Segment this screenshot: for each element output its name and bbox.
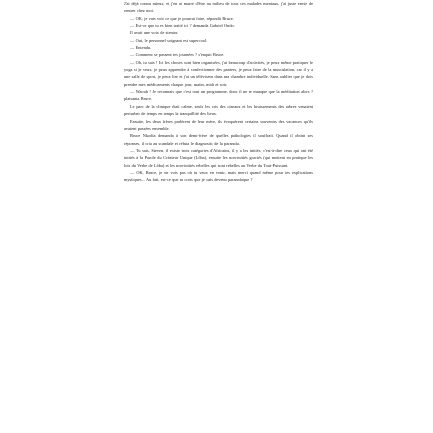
paragraph: — Waouh ! Je reconnais que c'est tout un programme, donc il ne te manque que la méditation alors ? plaisanta Bruce. (124, 89, 313, 102)
paragraph: J'ai déjà connu mieux, et j'en ai marre d'être au milieu de tous ces malades mentaux, j'ai juste envie de rentrer chez moi. (124, 1, 313, 14)
paragraph: — Oui, le personnel soignant est supercool. (130, 37, 208, 43)
paragraph: — Est-ce que tu es bien traité ici ? demanda Gabriel Ondo. (130, 23, 235, 29)
paragraph: — Tu sais, Steven, il existe trois catégories d'Africains, il y a les initiés, c'est-à-dire ceux qui ont été initiés à la Parole du Créateur Unique (Lôba), ensuite les non-initiés graciés (qui mettent en pratique les lois du Verbe de Lôba) et les non-initiés rebelles qui sont rebelles au Verbe du Tout-Puissant. (124, 147, 313, 168)
paragraph: Il avait une voix de stentor. (130, 30, 179, 36)
paragraph: Le parc de la clinique était calme, seuls les cris des oiseaux et les bruissements des arbres venaient perturber de temps en temps la tranquillité des lieux. (124, 103, 313, 117)
paragraph: — Entendu. (130, 45, 152, 51)
paragraph: — Comment se passent tes journées ? s'enquit Bruce. (130, 52, 225, 58)
paragraph: Bruce Nkodia demanda à son demi-frère de quelles pathologies il souffrait. Quand il obtint ses réponses, il cria au scandale et réfuta le diagnostic de la paranoïa. (124, 133, 313, 146)
paragraph: — Oh, tu sais ! Ici les choses sont bien organisées, j'ai beaucoup d'activités, je peux même pratiquer le yoga si je veux, je peux apprendre à confectionner des paniers, je peux faire de la musculation, car il y a une salle de sport, je peux lire et j'ai un téléviseur dans ma chambre individuelle. Sans oublier que je dois prendre mes médicaments chaque jour, matin, midi et soir. (124, 59, 313, 87)
paragraph: Ensuite, les deux frères parlèrent de leur mère, ils évoquèrent certains souvenirs des vacances qu'ils avaient passées ensemble. (124, 118, 313, 131)
paragraph: — OK, je vais voir ce que je pourrai faire, répondit Bruce. (130, 15, 234, 21)
paragraph: — OK, Bruce, je ne vois pas où tu veux en venir, mais merci quand même pour tes explications mystiques... Au fait, est-ce que tu crois que je suis devenu paranoïaque ? (124, 169, 313, 183)
